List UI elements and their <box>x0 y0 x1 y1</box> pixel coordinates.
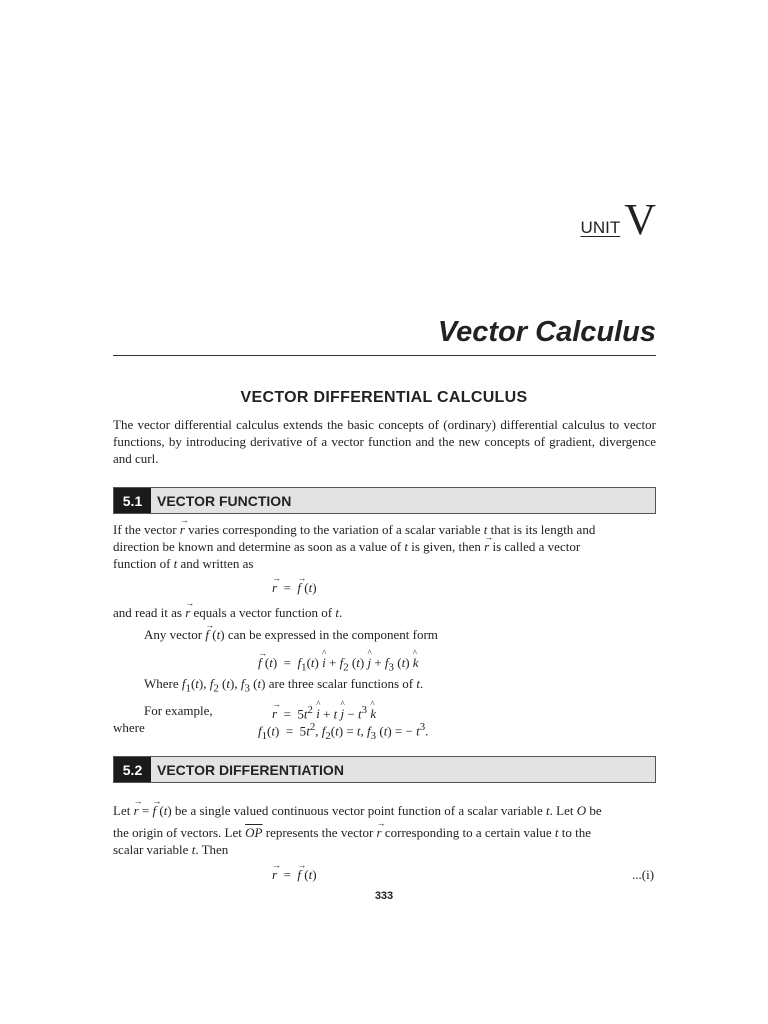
section-5-2-heading <box>113 756 656 783</box>
chapter-divider <box>113 355 656 356</box>
s2-line-1: Let → r = → f (t) be a single valued continuous vector point function of a scalar variable t. Let O be <box>113 802 602 819</box>
s1-line-2: direction be known and determine as soon as a value of t is given, then → r is called a vector <box>113 538 580 555</box>
s1-line-1: If the vector → r varies corresponding to the variation of a scalar variable t that is its length and <box>113 521 595 538</box>
s1-where-line: Where $f_1(t)$, $f_2$ (t), $f_3$ (t) are three scalar functions of t. <box>144 676 424 695</box>
unit-numeral: V <box>624 195 656 244</box>
where-label: where <box>113 720 145 735</box>
example-label: For example, <box>144 703 213 718</box>
equation-r-f-t-2: → r = → f (t) <box>272 866 317 883</box>
section-5-1-heading <box>113 487 656 514</box>
section-heading: VECTOR DIFFERENTIAL CALCULUS <box>240 389 528 406</box>
s1-any-vector-line: Any vector → f (t) can be expressed in the component form <box>144 626 438 643</box>
equation-number: ...(i) <box>632 867 655 882</box>
section-number: 5.2 <box>114 757 151 782</box>
page-number: 333 <box>374 890 394 902</box>
section-number: 5.1 <box>114 488 151 513</box>
unit-word: UNIT <box>580 218 621 237</box>
section-title: VECTOR FUNCTION <box>157 492 292 509</box>
equation-components: → f $(t) = f_1(t)$ ^ $i + f_2$ (t) ^ $j + f_3$ (t) ^ k <box>258 654 419 677</box>
s1-line-3: function of t and written as <box>113 556 254 571</box>
section-title: VECTOR DIFFERENTIATION <box>157 761 344 778</box>
s2-line-2: the origin of vectors. Let $\overline{OP}$ represents the vector → r corresponding to a certain value t to the <box>113 824 591 841</box>
chapter-title: Vector Calculus <box>437 316 656 348</box>
s2-line-3: scalar variable t. Then <box>113 842 229 857</box>
intro-paragraph: The vector differential calculus extends the basic concepts of (ordinary) differential calculus to vector functions, by introducing derivative of a vector function and the new concepts of gradient, divergence and curl. <box>113 417 656 466</box>
equation-r-f-t: → r = → f (t) <box>272 579 317 596</box>
unit-label <box>580 195 656 244</box>
equation-example: → $r = 5t^2$ ^ i + t ^ $j - t^3$ ^ k <box>272 702 376 722</box>
equation-example-components: $f_1(t) = 5t^2$, $f_2(t) = t$, $f_3$ (t) = − $t^3$. <box>258 721 429 742</box>
s1-read-line: and read it as → r equals a vector function of t. <box>113 604 342 621</box>
